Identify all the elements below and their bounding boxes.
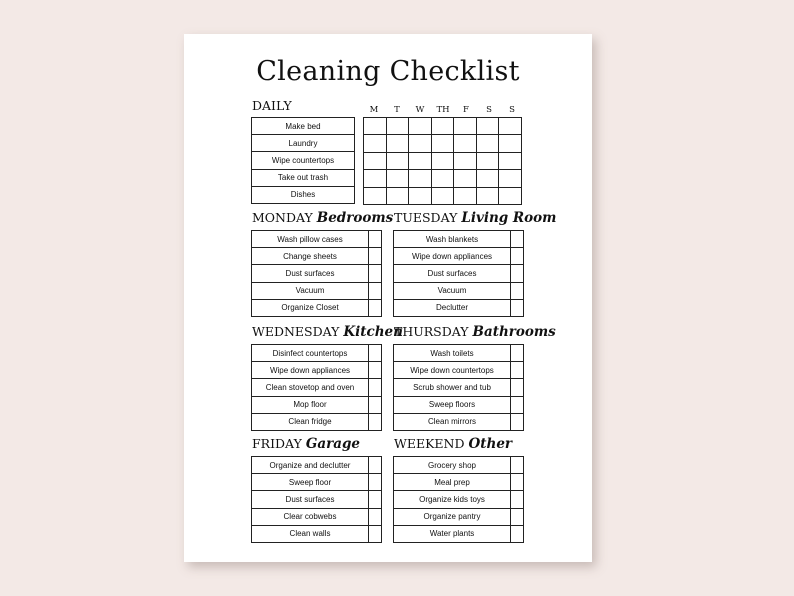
- task-label: Dishes: [252, 186, 355, 203]
- friday-task-list: [251, 456, 382, 543]
- section-day: TUESDAY: [394, 210, 458, 225]
- day-checkbox[interactable]: [409, 187, 432, 204]
- task-label: Dust surfaces: [252, 491, 369, 508]
- task-checkbox[interactable]: [369, 508, 382, 525]
- list-item: [394, 282, 524, 299]
- grid-row: [364, 170, 522, 187]
- day-checkbox[interactable]: [499, 170, 522, 187]
- task-label: Organize kids toys: [394, 491, 511, 508]
- task-label: Wipe down countertops: [394, 362, 511, 379]
- task-label: Sweep floor: [252, 474, 369, 491]
- day-checkbox[interactable]: [499, 118, 522, 135]
- monday-heading: [252, 210, 393, 226]
- section-area: Bedrooms: [316, 210, 394, 226]
- daily-heading: [252, 98, 292, 113]
- list-item: [252, 457, 382, 474]
- weekend-heading: [394, 436, 512, 452]
- wednesday-heading: [252, 324, 403, 340]
- task-checkbox[interactable]: [511, 396, 524, 413]
- day-checkbox[interactable]: [386, 152, 409, 169]
- list-item: [394, 525, 524, 542]
- task-checkbox[interactable]: [369, 396, 382, 413]
- task-checkbox[interactable]: [511, 491, 524, 508]
- friday-heading: [252, 436, 360, 452]
- day-checkbox[interactable]: [409, 135, 432, 152]
- day-checkbox[interactable]: [431, 152, 454, 169]
- task-checkbox[interactable]: [511, 299, 524, 316]
- page-title: Cleaning Checklist: [256, 56, 520, 87]
- day-checkbox[interactable]: [454, 152, 477, 169]
- task-checkbox[interactable]: [369, 299, 382, 316]
- task-label: Make bed: [252, 118, 355, 135]
- section-day: FRIDAY: [252, 436, 302, 451]
- task-label: Clean stovetop and oven: [252, 379, 369, 396]
- weekday-label: W: [415, 105, 425, 115]
- task-checkbox[interactable]: [369, 413, 382, 430]
- task-checkbox[interactable]: [369, 231, 382, 248]
- task-label: Wash toilets: [394, 345, 511, 362]
- weekday-label: TH: [436, 105, 450, 115]
- day-checkbox[interactable]: [476, 118, 499, 135]
- weekend-task-list: [393, 456, 524, 543]
- task-checkbox[interactable]: [511, 248, 524, 265]
- monday-task-list: [251, 230, 382, 317]
- day-checkbox[interactable]: [499, 135, 522, 152]
- day-checkbox[interactable]: [476, 170, 499, 187]
- task-checkbox[interactable]: [511, 413, 524, 430]
- grid-row: [364, 152, 522, 169]
- day-checkbox[interactable]: [476, 187, 499, 204]
- daily-checkbox-grid: [363, 117, 522, 205]
- day-checkbox[interactable]: [409, 118, 432, 135]
- section-area: Other: [468, 436, 513, 452]
- weekday-label: M: [369, 105, 379, 115]
- task-label: Clean fridge: [252, 413, 369, 430]
- task-label: Change sheets: [252, 248, 369, 265]
- section-day: MONDAY: [252, 210, 313, 225]
- list-item: [252, 379, 382, 396]
- task-label: Declutter: [394, 299, 511, 316]
- task-checkbox[interactable]: [369, 282, 382, 299]
- section-area: Living Room: [461, 210, 557, 226]
- thursday-task-list: [393, 344, 524, 431]
- daily-heading-label: DAILY: [252, 98, 292, 113]
- task-label: Dust surfaces: [394, 265, 511, 282]
- day-checkbox[interactable]: [364, 118, 387, 135]
- task-checkbox[interactable]: [369, 362, 382, 379]
- task-label: Clean walls: [252, 525, 369, 542]
- task-label: Laundry: [252, 135, 355, 152]
- day-checkbox[interactable]: [386, 187, 409, 204]
- grid-row: [364, 187, 522, 204]
- task-checkbox[interactable]: [511, 474, 524, 491]
- list-item: [394, 231, 524, 248]
- task-label: Clean mirrors: [394, 413, 511, 430]
- task-checkbox[interactable]: [511, 379, 524, 396]
- day-checkbox[interactable]: [499, 152, 522, 169]
- list-item: [394, 345, 524, 362]
- day-checkbox[interactable]: [364, 170, 387, 187]
- task-checkbox[interactable]: [511, 525, 524, 542]
- list-item: [394, 508, 524, 525]
- task-checkbox[interactable]: [511, 231, 524, 248]
- list-item: [252, 118, 355, 135]
- task-label: Wash blankets: [394, 231, 511, 248]
- task-label: Disinfect countertops: [252, 345, 369, 362]
- list-item: [252, 248, 382, 265]
- day-checkbox[interactable]: [454, 170, 477, 187]
- list-item: [394, 457, 524, 474]
- day-checkbox[interactable]: [431, 170, 454, 187]
- task-label: Meal prep: [394, 474, 511, 491]
- list-item: [252, 282, 382, 299]
- day-checkbox[interactable]: [431, 187, 454, 204]
- list-item: [252, 413, 382, 430]
- list-item: [394, 265, 524, 282]
- task-checkbox[interactable]: [369, 345, 382, 362]
- day-checkbox[interactable]: [454, 118, 477, 135]
- section-day: WEDNESDAY: [252, 324, 340, 339]
- section-area: Kitchen: [343, 324, 403, 340]
- list-item: [394, 362, 524, 379]
- task-label: Wipe down appliances: [252, 362, 369, 379]
- list-item: [252, 135, 355, 152]
- task-checkbox[interactable]: [511, 345, 524, 362]
- task-checkbox[interactable]: [511, 457, 524, 474]
- task-label: Take out trash: [252, 169, 355, 186]
- task-label: Vacuum: [394, 282, 511, 299]
- section-area: Bathrooms: [472, 324, 556, 340]
- grid-row: [364, 118, 522, 135]
- day-checkbox[interactable]: [431, 135, 454, 152]
- weekday-label: S: [486, 105, 492, 115]
- task-label: Water plants: [394, 525, 511, 542]
- list-item: [394, 248, 524, 265]
- task-checkbox[interactable]: [511, 508, 524, 525]
- list-item: [394, 491, 524, 508]
- list-item: [394, 299, 524, 316]
- thursday-heading: [394, 324, 556, 340]
- task-label: Vacuum: [252, 282, 369, 299]
- day-checkbox[interactable]: [499, 187, 522, 204]
- list-item: [394, 379, 524, 396]
- day-checkbox[interactable]: [364, 152, 387, 169]
- grid-row: [364, 135, 522, 152]
- task-label: Organize pantry: [394, 508, 511, 525]
- task-label: Clear cobwebs: [252, 508, 369, 525]
- task-label: Mop floor: [252, 396, 369, 413]
- task-label: Organize and declutter: [252, 457, 369, 474]
- list-item: [252, 396, 382, 413]
- day-checkbox[interactable]: [454, 135, 477, 152]
- list-item: [394, 413, 524, 430]
- list-item: [252, 152, 355, 169]
- day-checkbox[interactable]: [386, 170, 409, 187]
- day-checkbox[interactable]: [386, 118, 409, 135]
- list-item: [252, 169, 355, 186]
- day-checkbox[interactable]: [454, 187, 477, 204]
- list-item: [394, 396, 524, 413]
- day-checkbox[interactable]: [409, 170, 432, 187]
- task-checkbox[interactable]: [369, 525, 382, 542]
- tuesday-task-list: [393, 230, 524, 317]
- list-item: [252, 525, 382, 542]
- task-label: Wash pillow cases: [252, 231, 369, 248]
- section-day: WEEKEND: [394, 436, 465, 451]
- task-label: Scrub shower and tub: [394, 379, 511, 396]
- day-checkbox[interactable]: [409, 152, 432, 169]
- day-checkbox[interactable]: [386, 135, 409, 152]
- list-item: [252, 508, 382, 525]
- day-checkbox[interactable]: [364, 187, 387, 204]
- wednesday-task-list: [251, 344, 382, 431]
- task-checkbox[interactable]: [369, 491, 382, 508]
- task-checkbox[interactable]: [511, 265, 524, 282]
- tuesday-heading: [394, 210, 556, 226]
- task-label: Sweep floors: [394, 396, 511, 413]
- task-checkbox[interactable]: [369, 248, 382, 265]
- day-checkbox[interactable]: [364, 135, 387, 152]
- list-item: [252, 186, 355, 203]
- list-item: [252, 362, 382, 379]
- weekday-header: [363, 105, 524, 117]
- daily-task-list: [251, 117, 355, 204]
- list-item: [394, 474, 524, 491]
- day-checkbox[interactable]: [476, 152, 499, 169]
- list-item: [252, 231, 382, 248]
- task-checkbox[interactable]: [511, 282, 524, 299]
- section-area: Garage: [305, 436, 360, 452]
- task-label: Wipe countertops: [252, 152, 355, 169]
- weekday-label: F: [463, 105, 469, 115]
- list-item: [252, 491, 382, 508]
- task-label: Organize Closet: [252, 299, 369, 316]
- weekday-label: T: [394, 105, 400, 115]
- list-item: [252, 345, 382, 362]
- task-label: Dust surfaces: [252, 265, 369, 282]
- section-day: THURSDAY: [394, 324, 469, 339]
- list-item: [252, 474, 382, 491]
- list-item: [252, 299, 382, 316]
- task-checkbox[interactable]: [511, 362, 524, 379]
- day-checkbox[interactable]: [431, 118, 454, 135]
- checklist-sheet: [184, 34, 592, 562]
- task-checkbox[interactable]: [369, 474, 382, 491]
- day-checkbox[interactable]: [476, 135, 499, 152]
- task-checkbox[interactable]: [369, 379, 382, 396]
- task-label: Wipe down appliances: [394, 248, 511, 265]
- weekday-label: S: [509, 105, 515, 115]
- task-checkbox[interactable]: [369, 457, 382, 474]
- list-item: [252, 265, 382, 282]
- task-checkbox[interactable]: [369, 265, 382, 282]
- task-label: Grocery shop: [394, 457, 511, 474]
